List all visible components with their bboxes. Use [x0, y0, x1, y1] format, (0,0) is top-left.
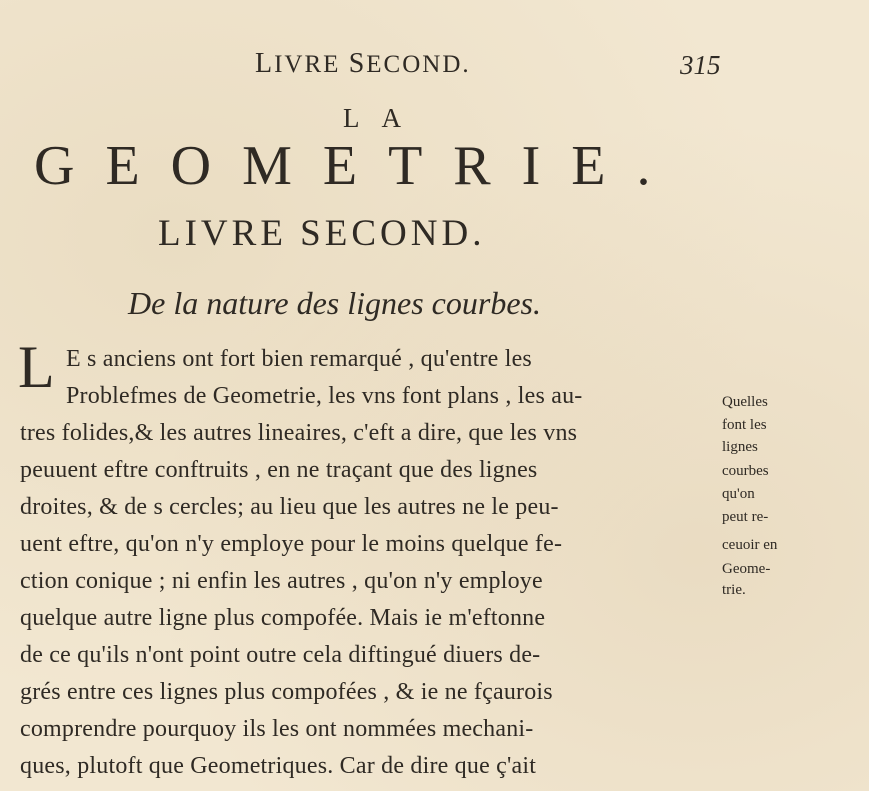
- running-head-initial-1: L: [255, 48, 275, 79]
- running-head: [255, 48, 471, 80]
- body-line-11: comprendre pourquoy ils les ont nommées mechani-: [20, 716, 534, 742]
- body-line-12: ques, plutoft que Geometriques. Car de dire que ç'ait: [20, 753, 537, 779]
- margin-note-line-9: trie.: [722, 582, 746, 598]
- drop-cap: L: [18, 334, 55, 400]
- body-line-5: droites, & de s cercles; au lieu que les autres ne le peu-: [20, 494, 559, 520]
- body-line-10: grés entre ces lignes plus compofées , & ie ne fçaurois: [20, 679, 553, 705]
- body-line-6: uent eftre, qu'on n'y employe pour le moins quelque fe-: [20, 531, 563, 557]
- book-subtitle: LIVRE SECOND.: [158, 213, 486, 254]
- running-head-part-2: ECOND.: [366, 51, 471, 78]
- title-article: LA: [343, 103, 423, 133]
- running-head-initial-2: S: [348, 48, 367, 79]
- margin-note-line-2: font les: [722, 417, 767, 433]
- section-title: De la nature des lignes courbes.: [128, 285, 541, 321]
- body-line-3: tres folides,& les autres lineaires, c'eft a dire, que les vns: [20, 420, 578, 446]
- margin-note-line-3: lignes: [722, 439, 758, 455]
- margin-note-line-4: courbes: [722, 463, 769, 479]
- page-number: 315: [680, 50, 721, 80]
- page-title: GEOMETRIE.: [34, 135, 682, 197]
- body-line-9: de ce qu'ils n'ont point outre cela diftingué diuers de-: [20, 642, 541, 668]
- body-line-8: quelque autre ligne plus compofée. Mais ie m'eftonne: [20, 605, 546, 631]
- running-head-part-1: IVRE: [274, 51, 349, 78]
- margin-note-line-5: qu'on: [722, 486, 755, 502]
- margin-note-line-1: Quelles: [722, 394, 768, 410]
- margin-note-line-8: Geome-: [722, 561, 771, 577]
- margin-note-line-7: ceuoir en: [722, 537, 778, 553]
- body-line-2: Problefmes de Geometrie, les vns font plans , les au-: [66, 383, 583, 409]
- body-line-7: ction conique ; ni enfin les autres , qu'on n'y employe: [20, 568, 543, 594]
- body-line-4: peuuent eftre conftruits , en ne traçant que des lignes: [20, 457, 538, 483]
- body-line-1: E s anciens ont fort bien remarqué , qu'entre les: [66, 346, 532, 372]
- margin-note-line-6: peut re-: [722, 509, 769, 525]
